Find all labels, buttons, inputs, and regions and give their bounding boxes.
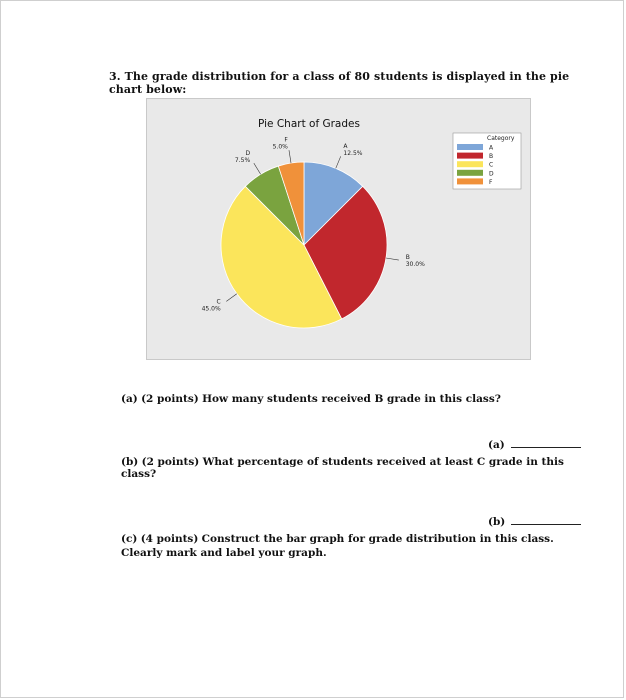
- answer-a-blank[interactable]: [511, 438, 581, 448]
- slice-category-label-c: C: [216, 298, 221, 306]
- answer-a-label: (a): [488, 439, 505, 451]
- legend-swatch-b: [457, 153, 483, 159]
- part-c-label: (c): [121, 533, 138, 545]
- answer-a: [488, 438, 581, 451]
- slice-category-label-b: B: [405, 254, 410, 262]
- question-prompt: 3. The grade distribution for a class of 80 students is displayed in the pie chart below:: [109, 70, 570, 96]
- part-a-points: (2 points): [141, 393, 199, 405]
- leader-line-f: [289, 150, 291, 163]
- leader-line-d: [254, 163, 261, 174]
- leader-line-b: [386, 258, 399, 260]
- answer-b-blank[interactable]: [511, 515, 581, 525]
- slice-value-label-a: 12.5%: [343, 149, 363, 157]
- legend-label-c: C: [489, 161, 494, 169]
- slice-category-label-d: D: [245, 150, 251, 158]
- part-a: [121, 393, 591, 405]
- part-c-text: Construct the bar graph for grade distribution in this class. Clearly mark and label your graph.: [121, 533, 554, 559]
- part-c-points: (4 points): [140, 533, 199, 545]
- legend-swatch-a: [457, 144, 483, 150]
- legend-swatch-c: [457, 161, 483, 167]
- part-b-points: (2 points): [141, 456, 200, 468]
- answer-b: [488, 515, 581, 528]
- slice-value-label-d: 7.5%: [234, 157, 251, 165]
- leader-line-a: [336, 156, 341, 168]
- part-c: [121, 532, 581, 560]
- legend-swatch-f: [457, 178, 483, 184]
- slice-category-label-a: A: [343, 142, 348, 150]
- chart-title: Pie Chart of Grades: [258, 118, 360, 130]
- part-b-text: What percentage of students received at least C grade in this class?: [121, 456, 564, 480]
- chart-legend: [453, 133, 521, 189]
- slice-value-label-c: 45.0%: [201, 305, 221, 313]
- part-a-text: How many students received B grade in this class?: [202, 393, 501, 405]
- pie-chart-panel: [146, 98, 531, 360]
- slice-category-label-f: F: [284, 136, 288, 144]
- legend-label-a: A: [489, 144, 494, 152]
- slice-value-label-f: 5.0%: [272, 143, 288, 151]
- answer-b-label: (b): [488, 516, 506, 528]
- part-b-label: (b): [121, 456, 139, 468]
- leader-line-c: [226, 294, 237, 302]
- part-b: [121, 456, 591, 480]
- legend-swatch-d: [457, 170, 483, 176]
- legend-title: Category: [487, 135, 515, 142]
- legend-label-b: B: [489, 153, 494, 161]
- part-a-label: (a): [121, 393, 138, 405]
- slice-value-label-b: 30.0%: [405, 261, 425, 269]
- legend-label-d: D: [489, 170, 494, 178]
- legend-label-f: F: [489, 178, 493, 186]
- pie-chart: [147, 99, 532, 361]
